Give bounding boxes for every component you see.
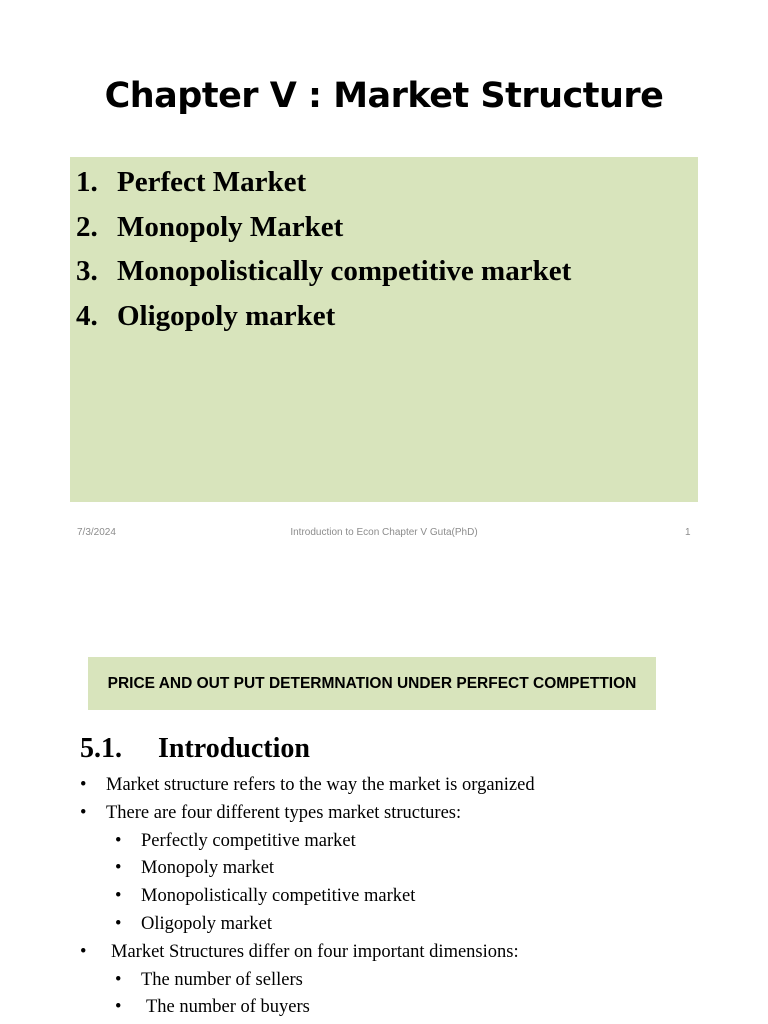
bullet-icon: • [80,775,87,795]
topic-number: 4. [76,299,98,332]
list-item [0,855,768,883]
topic-label: Perfect Market [117,166,307,198]
list-item [0,911,768,939]
list-item [0,772,768,800]
list-item-text: There are four different types market structures: [106,802,462,823]
topic-item [76,294,571,339]
footer-date: 7/3/2024 [77,527,116,538]
list-item [0,967,768,995]
list-item-text: Monopolistically competitive market [141,886,416,907]
section-number: 5.1. [80,733,122,764]
bullet-icon: • [80,941,87,962]
list-item-text: Market Structures differ on four important dimensions: [111,941,519,962]
topic-number: 2. [76,210,98,243]
list-item [0,828,768,856]
section-heading [80,733,310,765]
list-item [0,800,768,828]
topics-list [76,160,571,338]
list-item [0,994,768,1022]
topic-item [76,205,571,250]
slide-title: Chapter V : Market Structure [104,76,664,116]
list-item-text: Perfectly competitive market [141,830,356,851]
topic-item [76,249,571,294]
topic-number: 1. [76,166,98,198]
banner-text: PRICE AND OUT PUT DETERMNATION UNDER PERFECT COMPETTION [107,674,637,692]
section-banner [88,657,656,710]
topic-label: Oligopoly market [117,299,336,332]
topic-label: Monopolistically competitive market [117,255,572,287]
list-item-text: The number of buyers [146,997,310,1018]
bullet-icon: • [115,997,122,1018]
list-item-text: Market structure refers to the way the market is organized [106,775,535,795]
bullet-icon: • [115,830,122,851]
list-item-text: The number of sellers [141,969,303,990]
list-item [0,883,768,911]
intro-bullet-list [0,772,768,1022]
list-item-text: Oligopoly market [141,913,273,934]
bullet-icon: • [115,969,122,990]
footer-page-number: 1 [685,527,691,538]
topic-number: 3. [76,255,98,287]
topic-label: Monopoly Market [117,210,344,243]
bullet-icon: • [115,913,122,934]
bullet-icon: • [115,886,122,907]
topic-item [76,160,571,205]
section-title: Introduction [158,733,310,764]
list-item [0,939,768,967]
list-item-text: Monopoly market [141,858,275,879]
bullet-icon: • [115,858,122,879]
footer-caption: Introduction to Econ Chapter V Guta(PhD) [290,527,478,538]
topics-box [70,157,698,502]
bullet-icon: • [80,802,87,823]
